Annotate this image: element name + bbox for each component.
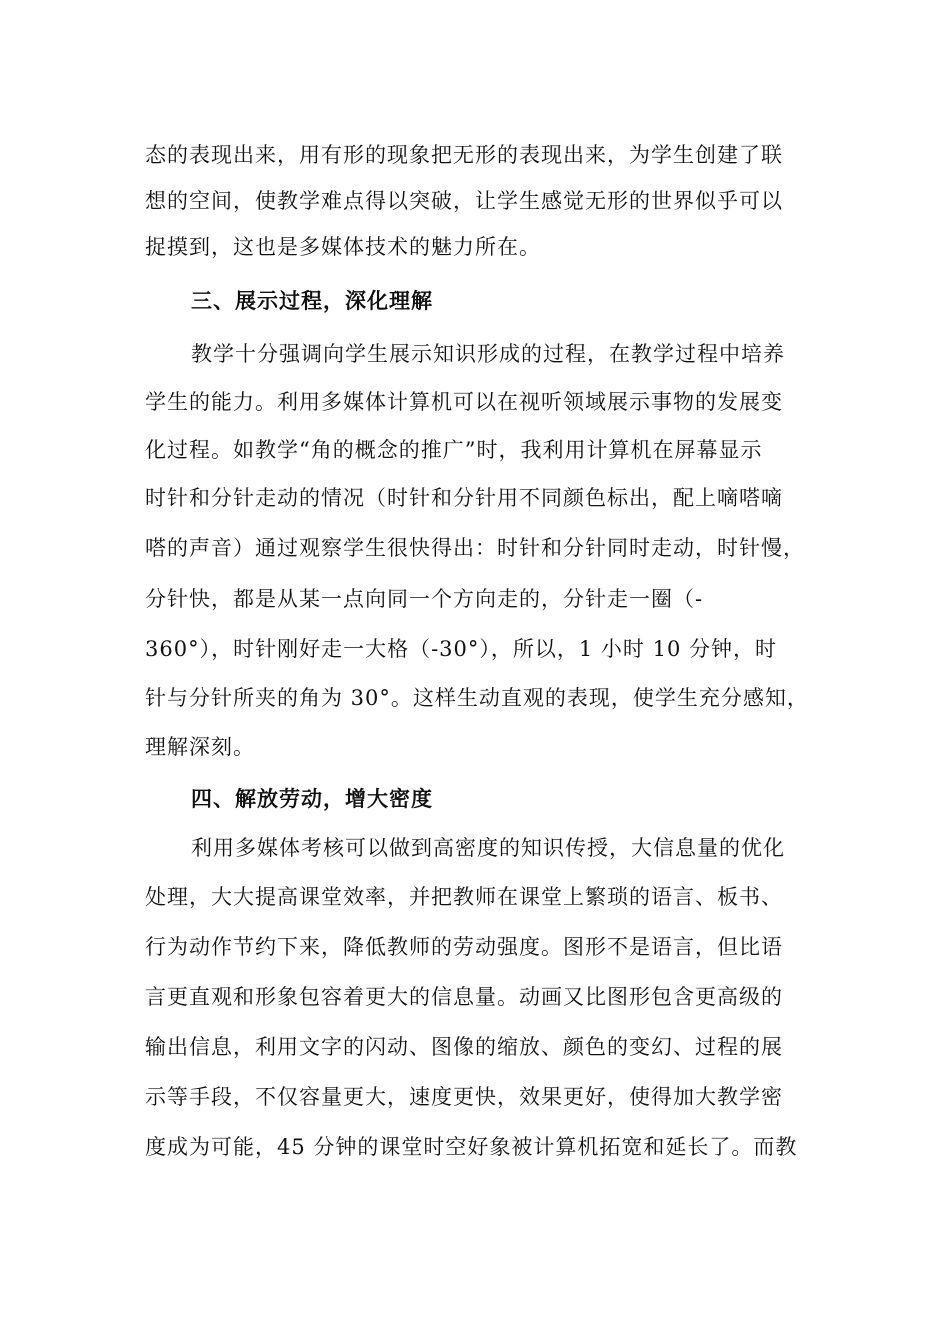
paragraph-line: 利用多媒体考核可以做到高密度的知识传授，大信息量的优化: [191, 836, 785, 860]
paragraph-line: 度成为可能，45 分钟的课堂时空好象被计算机拓宽和延长了。而教: [145, 1135, 798, 1159]
paragraph-line: 示等手段，不仅容量更大，速度更快，效果更好，使得加大教学密: [145, 1085, 783, 1109]
paragraph-line: 言更直观和形象包容着更大的信息量。动画又比图形包含更高级的: [145, 985, 783, 1009]
paragraph-line: 分针快，都是从某一点向同一个方向走的，分针走一圈（-: [145, 587, 704, 611]
paragraph-line: 想的空间，使教学难点得以突破，让学生感觉无形的世界似乎可以: [145, 189, 783, 213]
section-heading: 三、展示过程，深化理解: [191, 289, 433, 313]
paragraph-line: 嗒的声音）通过观察学生很快得出：时针和分针同时走动，时针慢，: [145, 536, 805, 560]
paragraph-line: 教学十分强调向学生展示知识形成的过程，在教学过程中培养: [191, 342, 785, 366]
section-heading: 四、解放劳动，增大密度: [191, 787, 433, 811]
paragraph-line: 处理，大大提高课堂效率，并把教师在课堂上繁琐的语言、板书、: [145, 885, 783, 909]
paragraph-line: 时针和分针走动的情况（时针和分针用不同颜色标出，配上嘀嗒嘀: [145, 486, 783, 510]
paragraph-line: 360°），时针刚好走一大格（-30°），所以，1 小时 10 分钟，时: [145, 637, 778, 661]
paragraph-line: 行为动作节约下来，降低教师的劳动强度。图形不是语言，但比语: [145, 935, 783, 959]
paragraph-line: 捉摸到，这也是多媒体技术的魅力所在。: [145, 235, 541, 259]
paragraph-line: 学生的能力。利用多媒体计算机可以在视听领域展示事物的发展变: [145, 390, 783, 414]
paragraph-line: 化过程。如教学“角的概念的推广”时，我利用计算机在屏幕显示: [145, 438, 763, 462]
paragraph-line: 态的表现出来，用有形的现象把无形的表现出来，为学生创建了联: [145, 143, 783, 167]
paragraph-line: 输出信息，利用文字的闪动、图像的缩放、颜色的变幻、过程的展: [145, 1035, 783, 1059]
paragraph-line: 理解深刻。: [145, 735, 255, 759]
paragraph-line: 针与分针所夹的角为 30°。这样生动直观的表现，使学生充分感知，: [145, 686, 809, 710]
